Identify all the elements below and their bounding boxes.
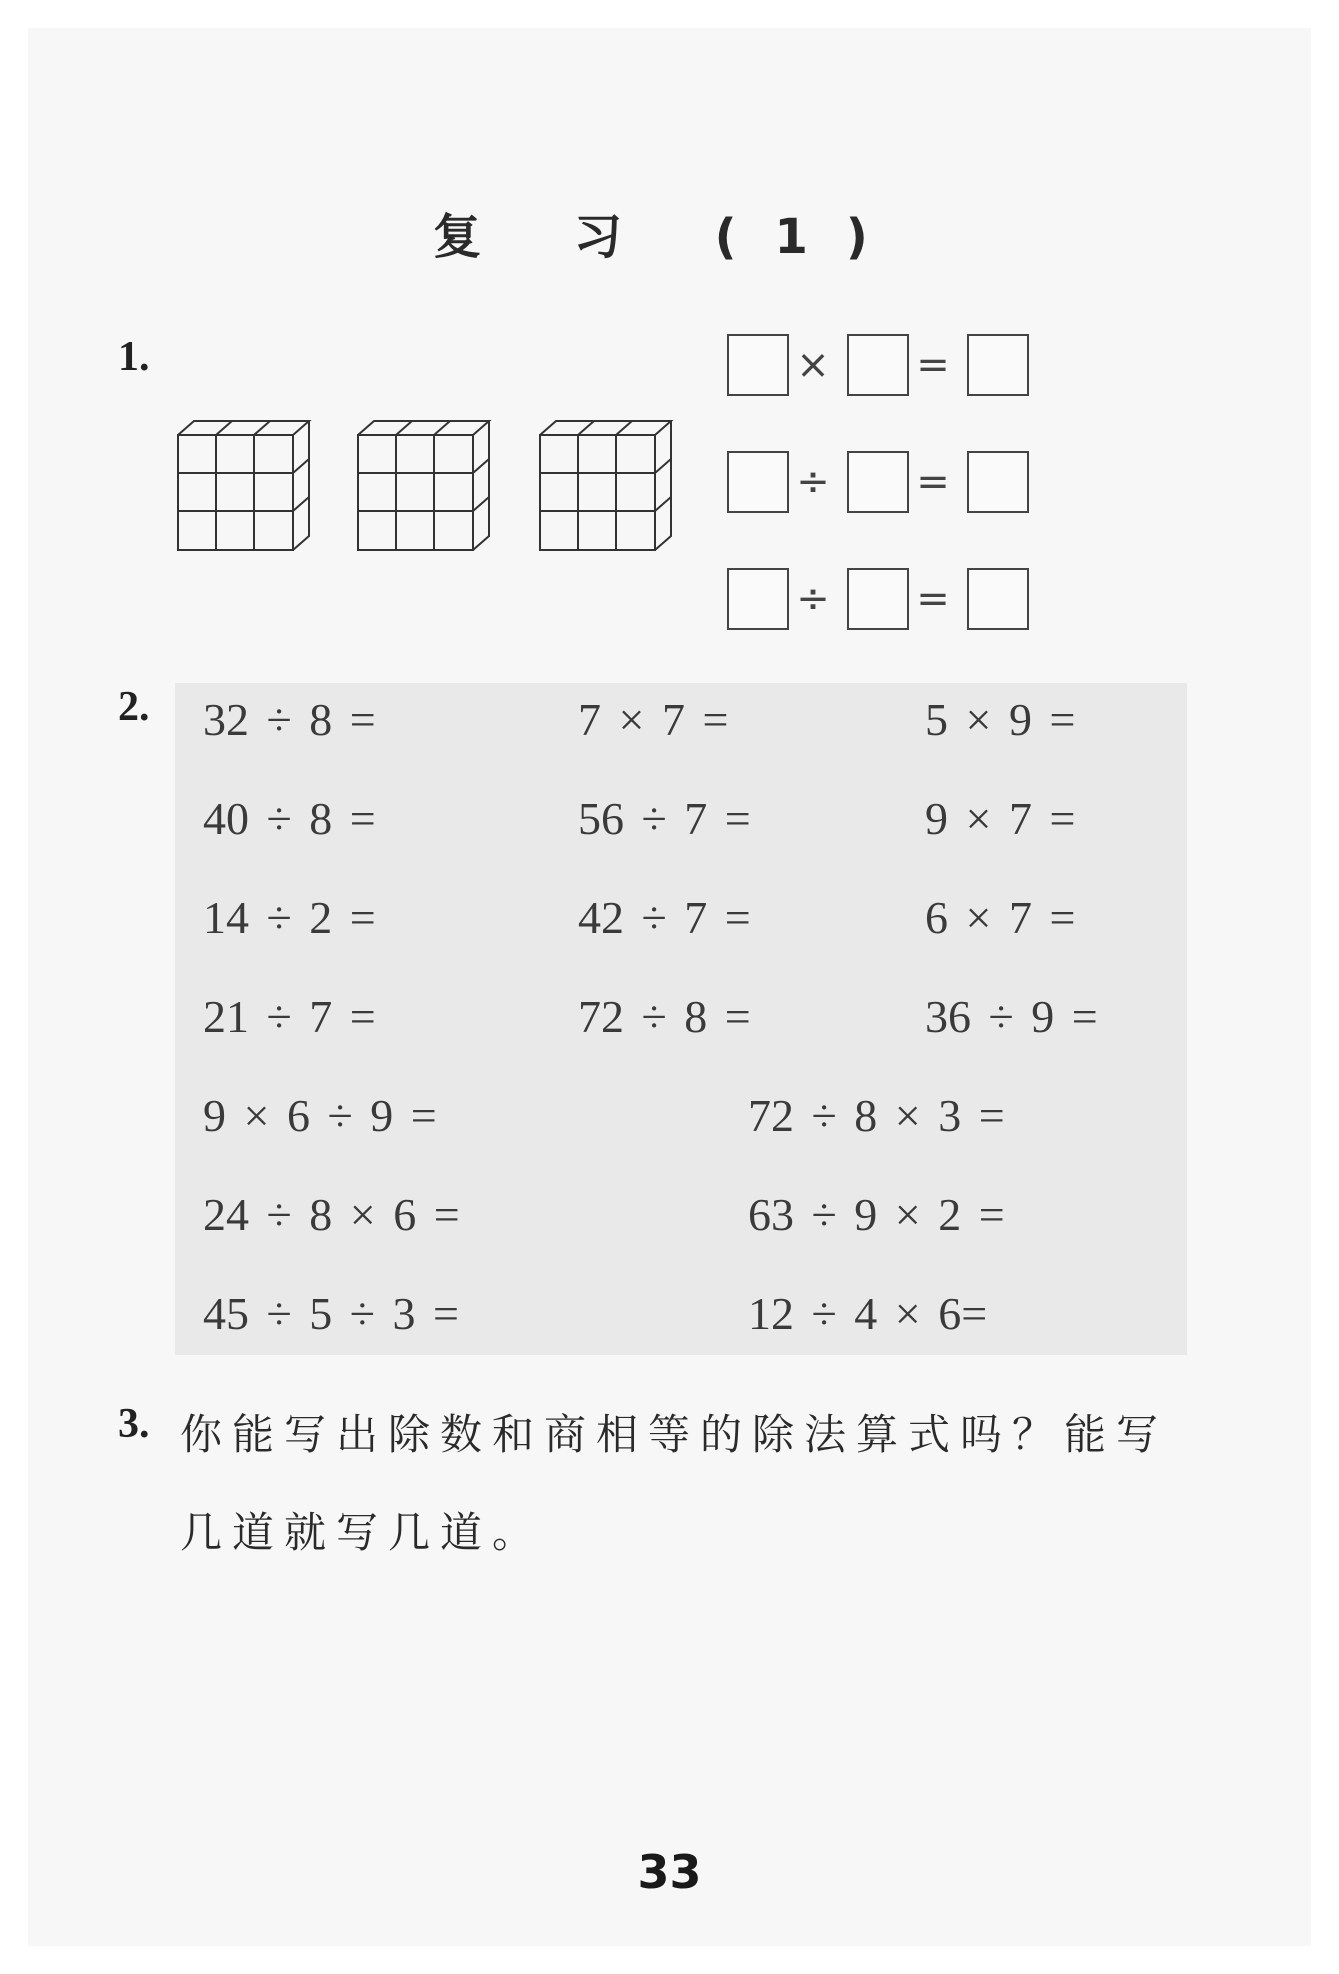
- divide-sign: ÷: [796, 576, 830, 622]
- expression: 6 × 7 =: [925, 892, 1076, 943]
- equals-sign: =: [916, 459, 950, 505]
- expression: 21 ÷ 7 =: [203, 991, 376, 1042]
- question-1-number: 1.: [118, 334, 150, 380]
- question-3-text-line-2: 几道就写几道。: [180, 1508, 545, 1557]
- mixed-expression: 72 ÷ 8 × 3 =: [748, 1090, 1005, 1141]
- question-2-number: 2.: [118, 684, 150, 730]
- equals-sign: =: [916, 342, 950, 388]
- cube-block-1: [175, 418, 315, 553]
- equals-sign: =: [916, 576, 950, 622]
- cube-block-3: [537, 418, 677, 553]
- page-title: 复 习 (1): [433, 209, 906, 265]
- cube-block-2: [355, 418, 495, 553]
- expression: 5 × 9 =: [925, 694, 1076, 745]
- answer-box[interactable]: [847, 451, 909, 513]
- answer-box[interactable]: [727, 334, 789, 396]
- mixed-expression: 24 ÷ 8 × 6 =: [203, 1189, 460, 1240]
- mixed-expression: 63 ÷ 9 × 2 =: [748, 1189, 1005, 1240]
- mixed-expression: 9 × 6 ÷ 9 =: [203, 1090, 437, 1141]
- answer-box[interactable]: [727, 451, 789, 513]
- expression: 40 ÷ 8 =: [203, 793, 376, 844]
- question-3-number: 3.: [118, 1401, 150, 1447]
- answer-box[interactable]: [847, 334, 909, 396]
- expression: 56 ÷ 7 =: [578, 793, 751, 844]
- answer-box[interactable]: [967, 451, 1029, 513]
- expression: 7 × 7 =: [578, 694, 729, 745]
- expression: 36 ÷ 9 =: [925, 991, 1098, 1042]
- mixed-expression: 45 ÷ 5 ÷ 3 =: [203, 1288, 459, 1339]
- expression: 72 ÷ 8 =: [578, 991, 751, 1042]
- answer-box[interactable]: [967, 334, 1029, 396]
- times-sign: ×: [796, 342, 830, 388]
- page-number: 33: [637, 1845, 702, 1899]
- answer-box[interactable]: [847, 568, 909, 630]
- divide-sign: ÷: [796, 459, 830, 505]
- mixed-expression: 12 ÷ 4 × 6=: [748, 1288, 988, 1339]
- answer-box[interactable]: [727, 568, 789, 630]
- expression: 14 ÷ 2 =: [203, 892, 376, 943]
- question-3-text-line-1: 你能写出除数和商相等的除法算式吗？能写: [180, 1410, 1169, 1459]
- answer-box[interactable]: [967, 568, 1029, 630]
- expression: 32 ÷ 8 =: [203, 694, 376, 745]
- expression: 9 × 7 =: [925, 793, 1076, 844]
- expression: 42 ÷ 7 =: [578, 892, 751, 943]
